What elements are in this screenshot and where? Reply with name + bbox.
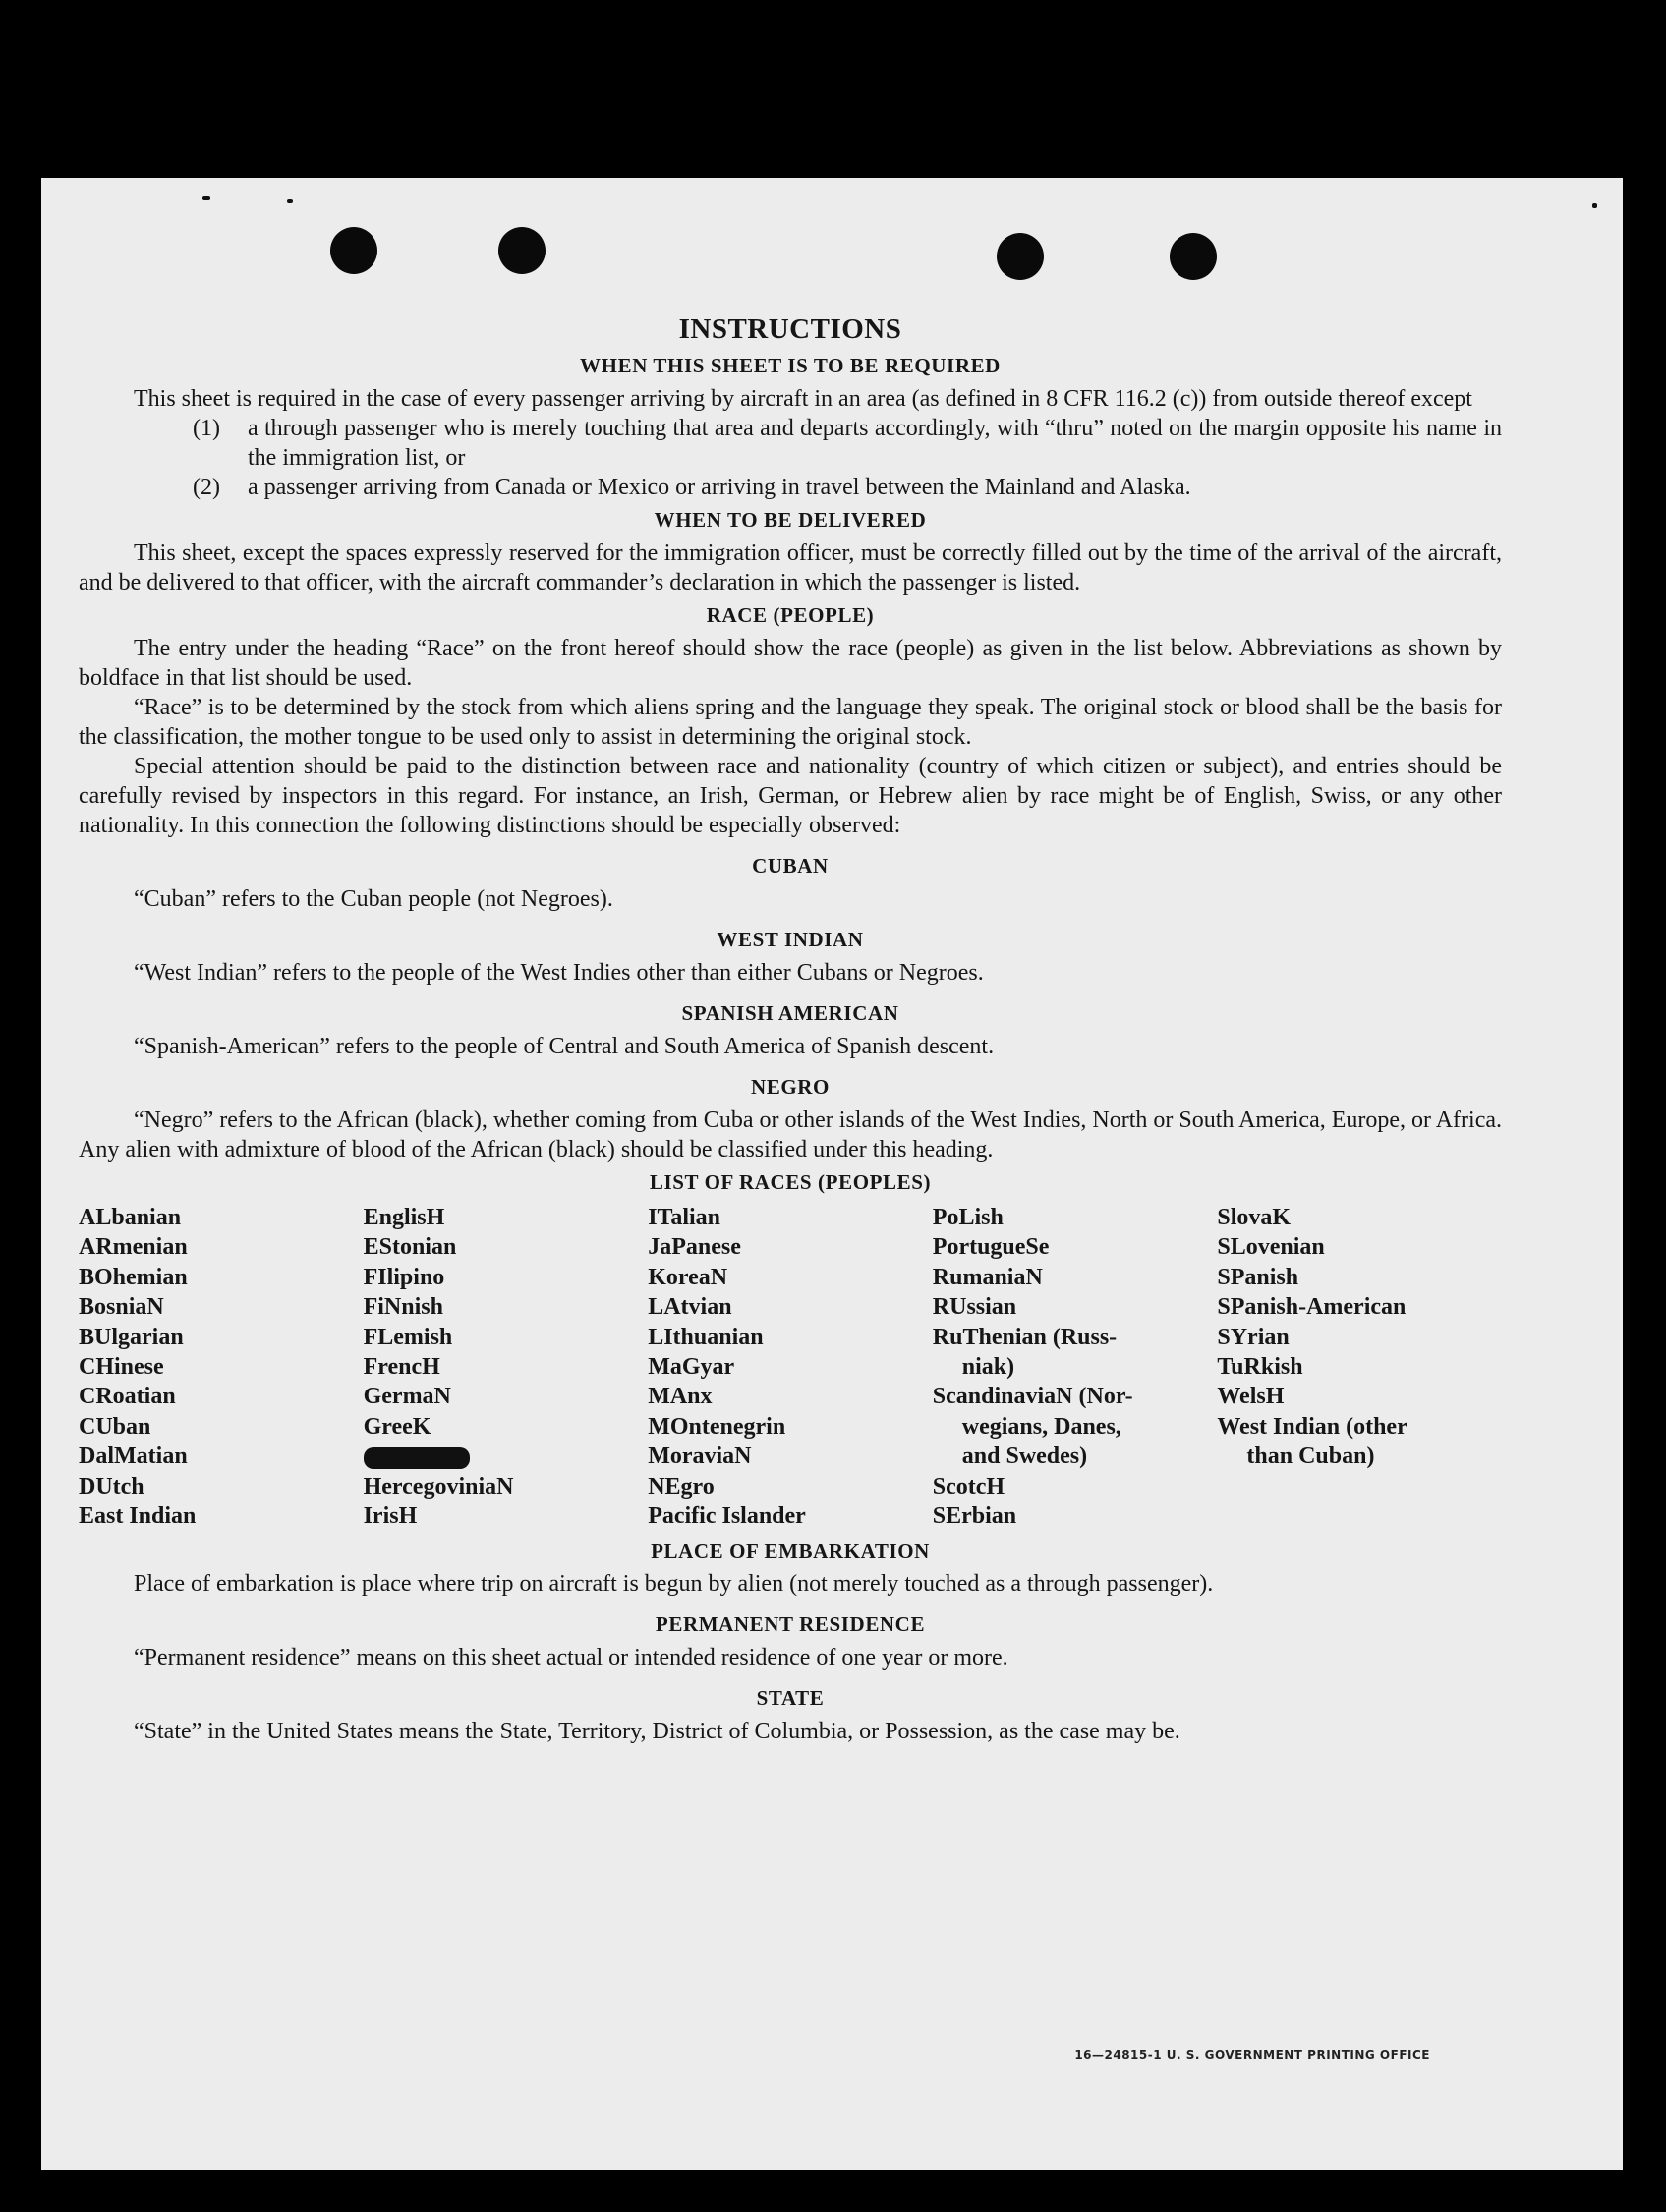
instructions-content xyxy=(79,313,1502,1746)
race-entry: Pacific Islander xyxy=(648,1503,806,1530)
race-entry: KoreaN xyxy=(648,1264,728,1290)
section-heading-west-indian: WEST INDIAN xyxy=(717,928,864,951)
exception-item xyxy=(193,473,1502,502)
race-entry: FLemish xyxy=(363,1324,453,1350)
ink-speck xyxy=(202,196,210,200)
page-title: INSTRUCTIONS xyxy=(678,313,902,345)
section-heading-spanish-american: SPANISH AMERICAN xyxy=(681,1001,899,1025)
race-entry: ScandinaviaN (Nor- xyxy=(932,1384,1133,1410)
race-column xyxy=(79,1203,364,1531)
ink-speck xyxy=(1592,203,1597,208)
race-paragraph-1: The entry under the heading “Race” on the front hereof should show the race (people) as given in the list below. Abbreviations as shown by boldface in that list should be used. xyxy=(79,636,1502,691)
race-entry: IrisH xyxy=(363,1503,418,1530)
race-entry: WelsH xyxy=(1217,1384,1285,1410)
race-column xyxy=(648,1203,933,1531)
section-heading-residence: PERMANENT RESIDENCE xyxy=(655,1613,926,1637)
race-entry: JaPanese xyxy=(648,1234,741,1261)
section-heading-cuban: CUBAN xyxy=(752,854,829,878)
race-entry: RUssian xyxy=(932,1294,1017,1321)
ink-scribble xyxy=(364,1447,470,1469)
item-number: (1) xyxy=(193,416,220,441)
race-entry: FIlipino xyxy=(363,1264,445,1290)
race-entry: DalMatian xyxy=(79,1444,188,1470)
race-column xyxy=(933,1203,1218,1531)
race-entry: ScotcH xyxy=(932,1473,1005,1500)
race-entry: ITalian xyxy=(648,1205,721,1230)
section-heading-when-delivered: WHEN TO BE DELIVERED xyxy=(654,508,927,532)
race-entry: RumaniaN xyxy=(932,1264,1043,1290)
race-column xyxy=(364,1203,649,1531)
document-page xyxy=(41,178,1623,2170)
when-required-text: This sheet is required in the case of every passenger arriving by aircraft in an area (as defined in 8 CFR 116.2 (c)) from outside thereof except xyxy=(134,386,1472,412)
race-column xyxy=(1217,1203,1502,1531)
race-entry: EnglisH xyxy=(363,1205,445,1230)
race-entry: GreeK xyxy=(363,1413,431,1440)
residence-text: “Permanent residence” means on this sheet actual or intended residence of one year or more. xyxy=(134,1645,1008,1672)
race-entry: West Indian (other xyxy=(1217,1413,1407,1440)
race-entry: LIthuanian xyxy=(648,1324,764,1350)
ink-speck xyxy=(287,199,293,203)
race-entry: MAnx xyxy=(648,1384,713,1410)
section-heading-embarkation: PLACE OF EMBARKATION xyxy=(651,1539,930,1563)
race-entry: PoLish xyxy=(932,1205,1004,1230)
race-entry: LAtvian xyxy=(648,1294,732,1321)
race-entry: SlovaK xyxy=(1217,1205,1292,1230)
race-entry: East Indian xyxy=(79,1503,197,1530)
section-heading-list-of-races: LIST OF RACES (PEOPLES) xyxy=(649,1170,932,1194)
redacted-race-entry xyxy=(364,1442,649,1471)
race-entry: CUban xyxy=(79,1413,151,1440)
race-entry: PortugueSe xyxy=(932,1234,1050,1261)
race-entry: RuThenian (Russ- xyxy=(932,1324,1118,1350)
race-entry: ALbanian xyxy=(79,1205,182,1230)
cuban-text: “Cuban” refers to the Cuban people (not Negroes). xyxy=(134,886,613,912)
race-paragraph-2: “Race” is to be determined by the stock from which aliens spring and the language they speak. The original stock or blood shall be the basis for the classification, the mother tongue to be used only to assist in determining the original stock. xyxy=(79,695,1502,750)
race-entry: BosniaN xyxy=(79,1294,164,1321)
printer-imprint: 16—24815-1 U. S. GOVERNMENT PRINTING OFFICE xyxy=(1074,2048,1430,2062)
race-entry: SErbian xyxy=(932,1503,1017,1530)
item-text: a passenger arriving from Canada or Mexico or arriving in travel between the Mainland and Alaska. xyxy=(248,475,1191,500)
race-entry: wegians, Danes, xyxy=(961,1413,1121,1440)
race-entry: ARmenian xyxy=(79,1234,188,1261)
state-text: “State” in the United States means the State, Territory, District of Columbia, or Possession, as the case may be. xyxy=(134,1719,1180,1745)
item-number: (2) xyxy=(193,475,220,500)
race-entry: SPanish xyxy=(1217,1264,1299,1290)
west-indian-text: “West Indian” refers to the people of the West Indies other than either Cubans or Negroes. xyxy=(134,960,984,986)
section-heading-race: RACE (PEOPLE) xyxy=(706,603,875,627)
race-entry: BUlgarian xyxy=(79,1324,184,1350)
exception-item xyxy=(193,414,1502,473)
race-entry: EStonian xyxy=(363,1234,457,1261)
race-entry: FrencH xyxy=(363,1354,440,1381)
punch-hole xyxy=(997,233,1044,280)
section-heading-negro: NEGRO xyxy=(750,1075,830,1099)
race-entry: MoraviaN xyxy=(648,1444,752,1470)
race-entry: niak) xyxy=(961,1354,1015,1381)
race-entry: FiNnish xyxy=(363,1294,443,1321)
race-paragraph-3: Special attention should be paid to the distinction between race and nationality (country of which citizen or subject), and entries should be carefully revised by inspectors in this regard. For instance, an Irish, German, or Hebrew alien by race might be of English, Swiss, or any other nationality. In this connection the following distinctions should be especially observed: xyxy=(79,754,1502,838)
item-text: a through passenger who is merely touching that area and departs accordingly, with “thru” noted on the margin opposite his name in the immigration list, or xyxy=(248,416,1502,471)
punch-hole xyxy=(498,227,546,274)
punch-hole xyxy=(1170,233,1217,280)
race-entry: TuRkish xyxy=(1217,1354,1303,1381)
race-entry: than Cuban) xyxy=(1246,1444,1375,1470)
race-entry: SYrian xyxy=(1217,1324,1290,1350)
race-entry: SPanish-American xyxy=(1217,1294,1407,1321)
embarkation-text: Place of embarkation is place where trip on aircraft is begun by alien (not merely touched as a through passenger). xyxy=(134,1571,1214,1598)
race-entry: DUtch xyxy=(79,1473,144,1500)
race-entry: CHinese xyxy=(79,1354,164,1381)
race-entry: MaGyar xyxy=(648,1354,735,1381)
race-entry: CRoatian xyxy=(79,1384,176,1410)
race-entry: GermaN xyxy=(363,1384,451,1410)
race-list xyxy=(79,1203,1502,1531)
when-delivered-text: This sheet, except the spaces expressly reserved for the immigration officer, must be correctly filled out by the time of the arrival of the aircraft, and be delivered to that officer, with the aircraft commander’s declaration in which the passenger is listed. xyxy=(79,540,1502,596)
race-entry: NEgro xyxy=(648,1473,715,1500)
race-entry: MOntenegrin xyxy=(648,1413,786,1440)
race-entry: and Swedes) xyxy=(961,1444,1088,1470)
race-entry: HercegoviniaN xyxy=(363,1473,514,1500)
section-heading-state: STATE xyxy=(756,1686,825,1711)
section-heading-when-required: WHEN THIS SHEET IS TO BE REQUIRED xyxy=(580,354,1001,377)
race-entry: BOhemian xyxy=(79,1264,188,1290)
race-entry: SLovenian xyxy=(1217,1234,1325,1261)
punch-hole xyxy=(330,227,377,274)
spanish-american-text: “Spanish-American” refers to the people of Central and South America of Spanish descent. xyxy=(134,1034,995,1059)
negro-text: “Negro” refers to the African (black), whether coming from Cuba or other islands of the West Indies, North or South America, Europe, or Africa. Any alien with admixture of blood of the African (black) should be classified under this heading. xyxy=(79,1107,1502,1163)
